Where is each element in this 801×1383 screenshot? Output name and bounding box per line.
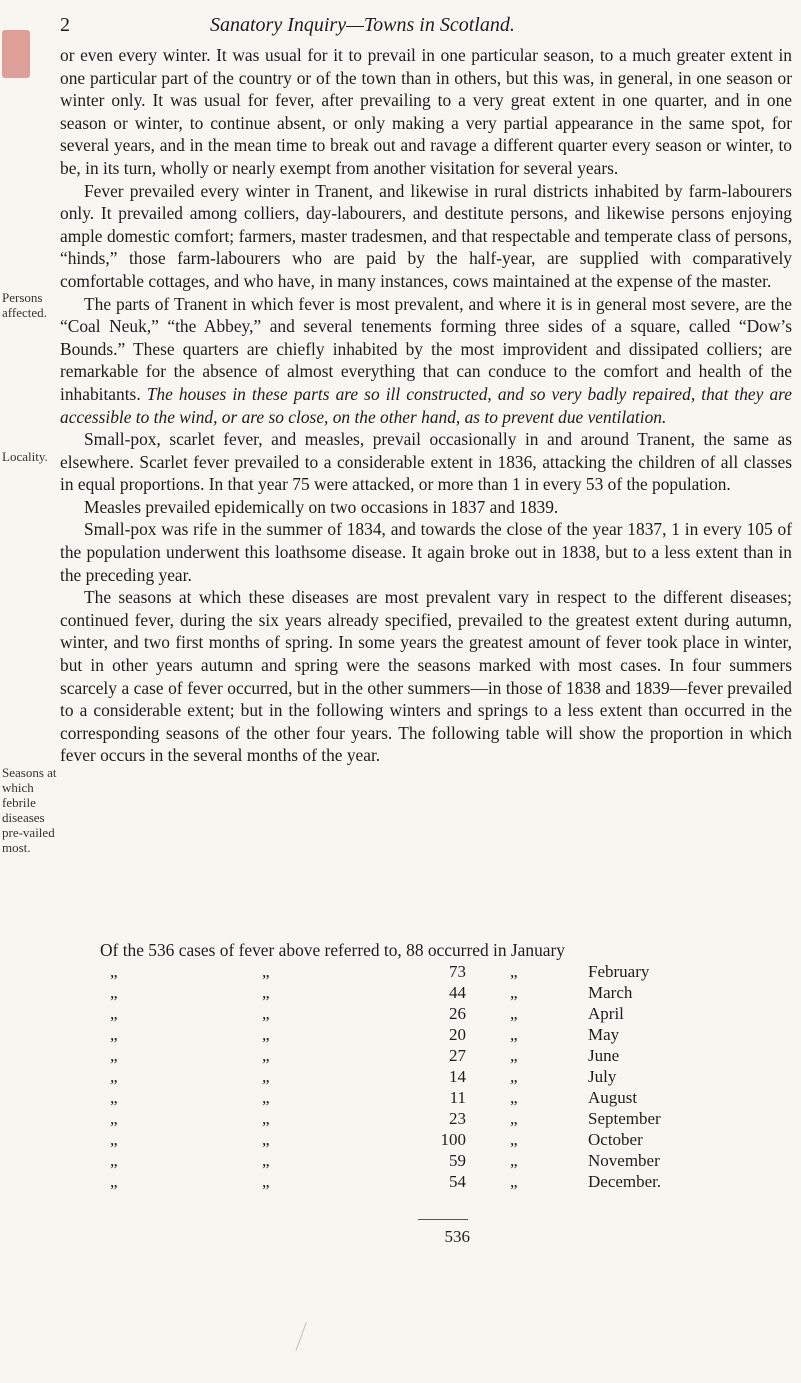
locality-text: The parts of Tranent in which fever is most prevalent, and where it is in general most severe, are the “Coal Neuk,” “the Abbey,” and several tenements forming three sides of a square, called “Dow’s Bounds.” These quarters are chiefly inhabited by the most improvident and dissipated colliers; are remarkable for the absence of almost everything that can conduce to the comfort and health of the inhabitants. <box>60 293 792 404</box>
margin-note-seasons: Seasons at which febrile diseases pre-vailed most. <box>2 765 57 855</box>
month-name: June <box>588 1046 620 1065</box>
ditto-mark: „ <box>262 1004 270 1023</box>
ditto-mark: „ <box>510 1025 518 1044</box>
ditto-mark: „ <box>510 983 518 1002</box>
paragraph: The seasons at which these diseases are most prevalent vary in respect to the different diseases; continued fever, during the six years already specified, prevailed to the greatest extent during autumn, winter, and two first months of spring. In some years the greatest amount of fever took place in winter, but in other years autumn and spring were the seasons marked with most cases. In four summers scarcely a case of fever occurred, but in the other summers—in those of 1838 and 1839—fever prevailed to a considerable extent; but in the following winters and springs to a less extent than occurred in the corresponding seasons of the other four years. The following table will show the proportion in which fever occurs in the several months of the year. <box>60 587 792 766</box>
case-count: 27 <box>449 1046 466 1065</box>
table-row <box>110 1172 670 1193</box>
case-count: 73 <box>449 962 466 981</box>
paragraph: Small-pox, scarlet fever, and measles, prevail occasionally in and around Tranent, the same as elsewhere. Scarlet fever prevailed to a considerable extent in 1836, attacking the children of all classes in equal proportions. In that year 75 were attacked, or more than 1 in every 53 of the population. <box>60 429 792 495</box>
month-name: December. <box>588 1172 662 1191</box>
ditto-mark: „ <box>110 1088 118 1107</box>
table-row <box>110 1067 670 1088</box>
fever-table <box>110 962 670 1193</box>
margin-note-persons: Persons affected. <box>2 290 47 320</box>
paragraph: or even every winter. It was usual for it to prevail in one particular season, to a much greater extent in one particular part of the country or of the town than in others, but this was, in general, in one season or winter only. It was usual for fever, after prevailing to a very great extent in one quarter, and in one season or winter, to continue absent, or only making a very partial appearance in the same spot, for several years, and in the mean time to break out and ravage a different quarter every season or winter, to be, in its turn, wholly or nearly exempt from another visitation for several years. <box>60 45 792 178</box>
ditto-mark: „ <box>510 1088 518 1107</box>
ditto-mark: „ <box>262 1109 270 1128</box>
ink-blot <box>2 30 30 78</box>
case-count: 23 <box>449 1109 466 1128</box>
case-count: 11 <box>449 1088 466 1107</box>
paragraph: Fever prevailed every winter in Tranent, and likewise in rural districts inhabited by farm-labourers only. It prevailed among colliers, day-labourers, and destitute persons, and likewise persons enjoying ample domestic comfort; farmers, master tradesmen, and that respectable and temperate class of persons, “hinds,” those farm-labourers who are paid by the half-year, are supplied with comparatively comfortable cottages, and who have, in many instances, cows maintained at the expense of the master. <box>60 180 792 291</box>
month-name: July <box>588 1067 617 1086</box>
page-header <box>60 14 780 42</box>
ditto-mark: „ <box>262 1151 270 1170</box>
ditto-mark: „ <box>110 1067 118 1086</box>
case-count: 100 <box>440 1130 466 1149</box>
ditto-mark: „ <box>110 983 118 1002</box>
margin-note-locality: Locality. <box>2 449 48 464</box>
table-row <box>110 1004 670 1025</box>
month-name: May <box>588 1025 620 1044</box>
table-total: 536 <box>444 1227 470 1246</box>
table-row <box>110 1130 670 1151</box>
ditto-mark: „ <box>110 1109 118 1128</box>
month-name: March <box>588 983 633 1002</box>
ditto-mark: „ <box>262 1046 270 1065</box>
table-row <box>110 983 670 1004</box>
table-row <box>110 1088 670 1109</box>
ditto-mark: „ <box>110 962 118 981</box>
ditto-mark: „ <box>510 1004 518 1023</box>
case-count: 14 <box>449 1067 466 1086</box>
body-text <box>60 44 792 767</box>
page-number: 2 <box>60 14 70 36</box>
month-name: October <box>588 1130 643 1149</box>
ditto-mark: „ <box>110 1172 118 1191</box>
case-count: 59 <box>449 1151 466 1170</box>
month-name: September <box>588 1109 661 1128</box>
ditto-mark: „ <box>510 962 518 981</box>
ditto-mark: „ <box>510 1109 518 1128</box>
ditto-mark: „ <box>262 1130 270 1149</box>
locality-italic: The houses in these parts are so ill constructed, and so very badly repaired, that they are accessible to the wind, or are so close, on the other hand, as to prevent due ventilation. <box>60 383 792 427</box>
ditto-mark: „ <box>510 1046 518 1065</box>
table-intro: Of the 536 cases of fever above referred to, 88 occurred in January <box>100 940 565 960</box>
ditto-mark: „ <box>110 1151 118 1170</box>
paragraph: Small-pox was rife in the summer of 1834, and towards the close of the year 1837, 1 in every 105 of the population underwent this loathsome disease. It again broke out in 1838, but to a less extent than in the preceding year. <box>60 519 792 585</box>
ditto-mark: „ <box>510 1130 518 1149</box>
total-rule <box>418 1219 468 1220</box>
month-name: April <box>588 1004 624 1023</box>
case-count: 54 <box>449 1172 466 1191</box>
ditto-mark: „ <box>262 1025 270 1044</box>
ditto-mark: „ <box>262 1088 270 1107</box>
paragraph-locality <box>60 293 792 429</box>
table-row <box>110 962 670 983</box>
ditto-mark: „ <box>262 1067 270 1086</box>
month-name: August <box>588 1088 638 1107</box>
pencil-mark <box>296 1322 326 1357</box>
ditto-mark: „ <box>510 1067 518 1086</box>
ditto-mark: „ <box>262 983 270 1002</box>
table-row <box>110 1046 670 1067</box>
running-title: Sanatory Inquiry—Towns in Scotland. <box>210 14 515 36</box>
table-row <box>110 1151 670 1172</box>
table-row <box>110 1109 670 1130</box>
ditto-mark: „ <box>110 1046 118 1065</box>
paragraph: Measles prevailed epidemically on two occasions in 1837 and 1839. <box>84 496 559 517</box>
ditto-mark: „ <box>262 1172 270 1191</box>
case-count: 26 <box>449 1004 466 1023</box>
month-name: November <box>588 1151 660 1170</box>
ditto-mark: „ <box>510 1151 518 1170</box>
case-count: 20 <box>449 1025 466 1044</box>
case-count: 44 <box>449 983 466 1002</box>
ditto-mark: „ <box>262 962 270 981</box>
table-row <box>110 1025 670 1046</box>
ditto-mark: „ <box>110 1025 118 1044</box>
month-name: February <box>588 962 650 981</box>
ditto-mark: „ <box>510 1172 518 1191</box>
ditto-mark: „ <box>110 1004 118 1023</box>
ditto-mark: „ <box>110 1130 118 1149</box>
